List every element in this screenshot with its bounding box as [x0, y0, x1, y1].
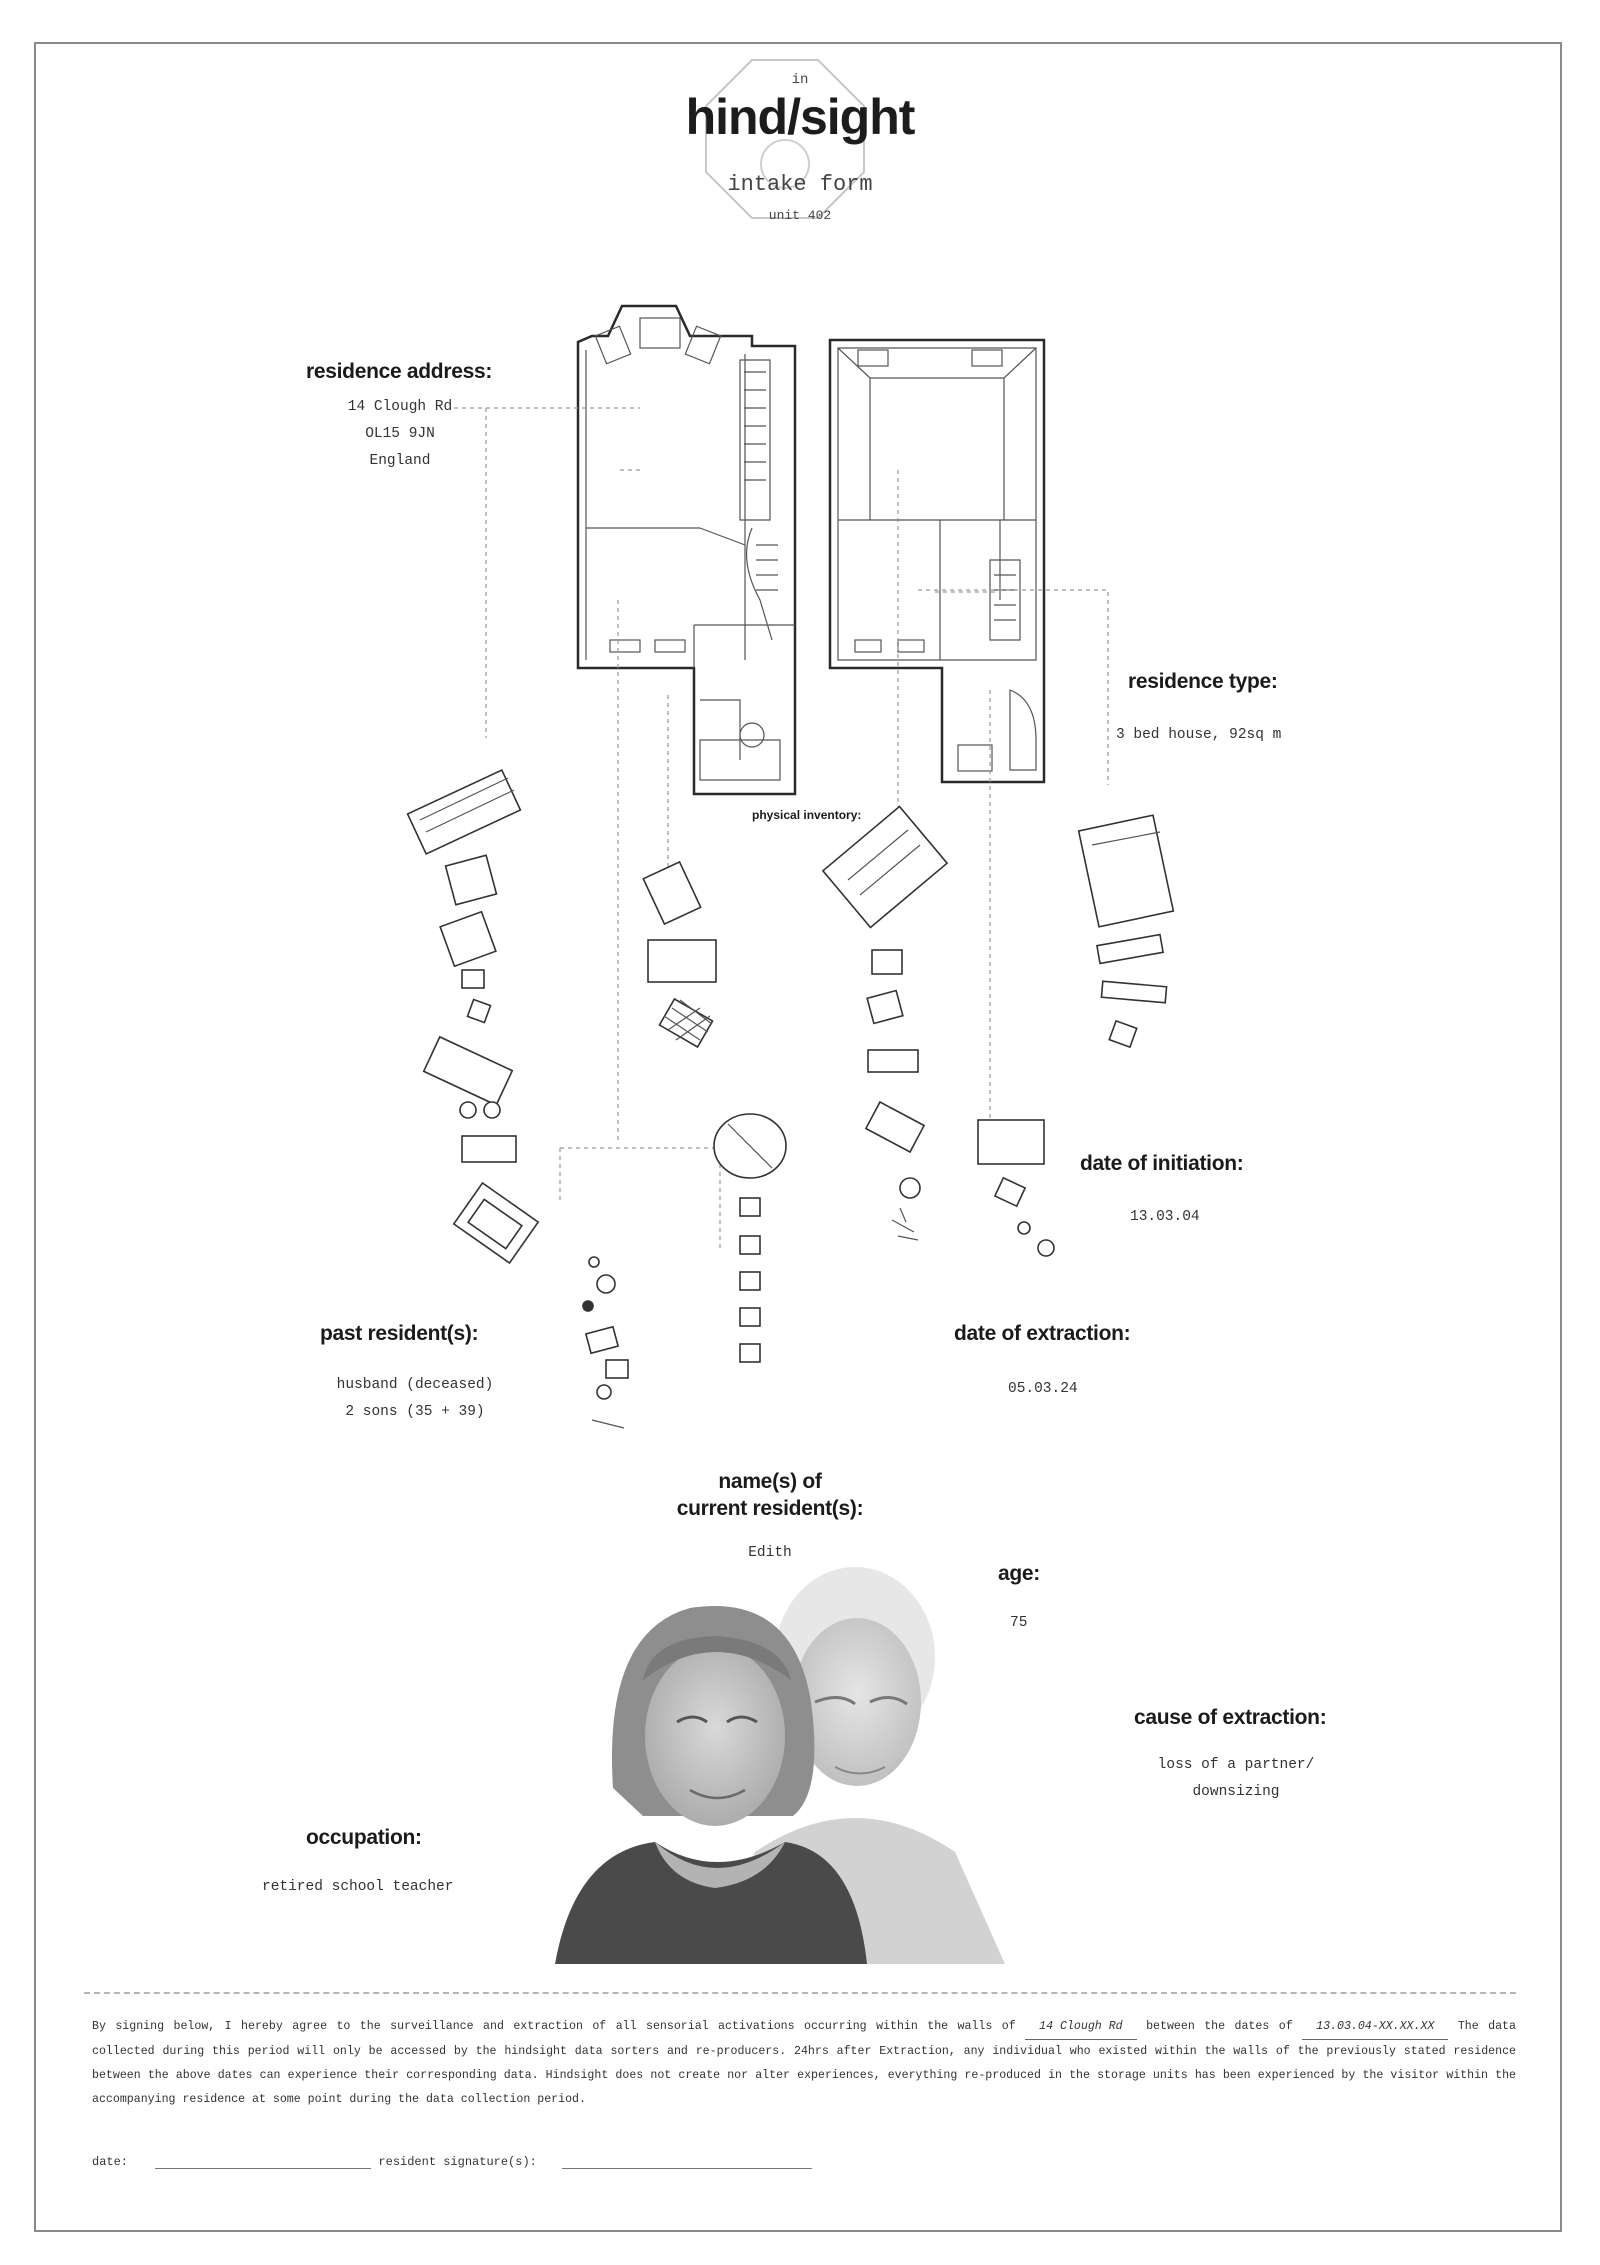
address-line-2: OL15 9JN	[365, 426, 435, 442]
cause-line-2: downsizing	[1192, 1784, 1280, 1800]
date-label: date:	[92, 2155, 129, 2169]
date-of-initiation-label: date of initiation:	[1080, 1152, 1244, 1175]
agreement-text	[92, 2015, 1516, 2112]
dates-fill-field[interactable]: 13.03.04-XX.XX.XX	[1302, 2015, 1448, 2040]
cause-of-extraction-value	[1126, 1752, 1346, 1806]
age-label: age:	[998, 1562, 1040, 1585]
date-of-extraction-label: date of extraction:	[954, 1322, 1131, 1345]
first-floor-plan	[830, 340, 1044, 782]
date-input-line[interactable]	[155, 2168, 371, 2169]
address-line-1: 14 Clough Rd	[347, 399, 453, 415]
address-line-3: England	[369, 453, 431, 469]
signature-row	[92, 2155, 812, 2169]
past-residents-value	[300, 1372, 530, 1426]
ground-floor-plan	[578, 306, 795, 794]
residence-address-value	[330, 394, 470, 475]
physical-inventory-label: physical inventory:	[752, 808, 862, 822]
residence-address-label: residence address:	[306, 360, 493, 383]
current-residents-label-line-2: current resident(s):	[676, 1497, 864, 1520]
residence-type-value: 3 bed house, 92sq m	[1116, 727, 1282, 743]
form-title: intake form	[727, 172, 873, 197]
current-residents-label-line-1: name(s) of	[718, 1470, 822, 1493]
agreement-part-2: between the dates of	[1146, 2020, 1293, 2033]
agreement-part-1: By signing below, I hereby agree to the surveillance and extraction of all sensorial activations occurring within the walls of	[92, 2020, 1016, 2033]
date-of-initiation-value: 13.03.04	[1130, 1209, 1200, 1225]
address-fill-field[interactable]: 14 Clough Rd	[1025, 2015, 1137, 2040]
past-residents-label: past resident(s):	[320, 1322, 479, 1345]
occupation-value: retired school teacher	[262, 1879, 454, 1895]
current-residents-label	[620, 1468, 920, 1522]
signature-input-line[interactable]	[562, 2168, 812, 2169]
agreement-part-3: The data collected during this period will only be accessed by the hindsight data sorters and re-producers. 24hrs after Extraction, any individual who existed within the walls of the previously stated residence between the above dates can experience their corresponding data. Hindsight does not create nor alter experiences, everything re-produced in the storage units has been experienced by the visitor within the accompanying residence at some point during the data collection period.	[92, 2020, 1516, 2106]
current-residents-value: Edith	[748, 1545, 792, 1561]
past-resident-line-2: 2 sons (35 + 39)	[345, 1404, 485, 1420]
date-of-extraction-value: 05.03.24	[1008, 1381, 1078, 1397]
past-resident-line-1: husband (deceased)	[336, 1377, 494, 1393]
cause-of-extraction-label: cause of extraction:	[1134, 1706, 1327, 1729]
occupation-label: occupation:	[306, 1826, 422, 1849]
age-value: 75	[1010, 1615, 1028, 1631]
brand-prefix: in	[791, 72, 809, 88]
unit-number: unit 402	[768, 208, 832, 223]
resident-signature-label: resident signature(s):	[378, 2155, 537, 2169]
residence-type-label: residence type:	[1128, 670, 1278, 693]
cause-line-1: loss of a partner/	[1157, 1757, 1315, 1773]
residents-portrait-photo	[555, 1552, 1070, 1964]
section-separator	[84, 1992, 1516, 1994]
brand-title: hind/sight	[685, 89, 915, 145]
